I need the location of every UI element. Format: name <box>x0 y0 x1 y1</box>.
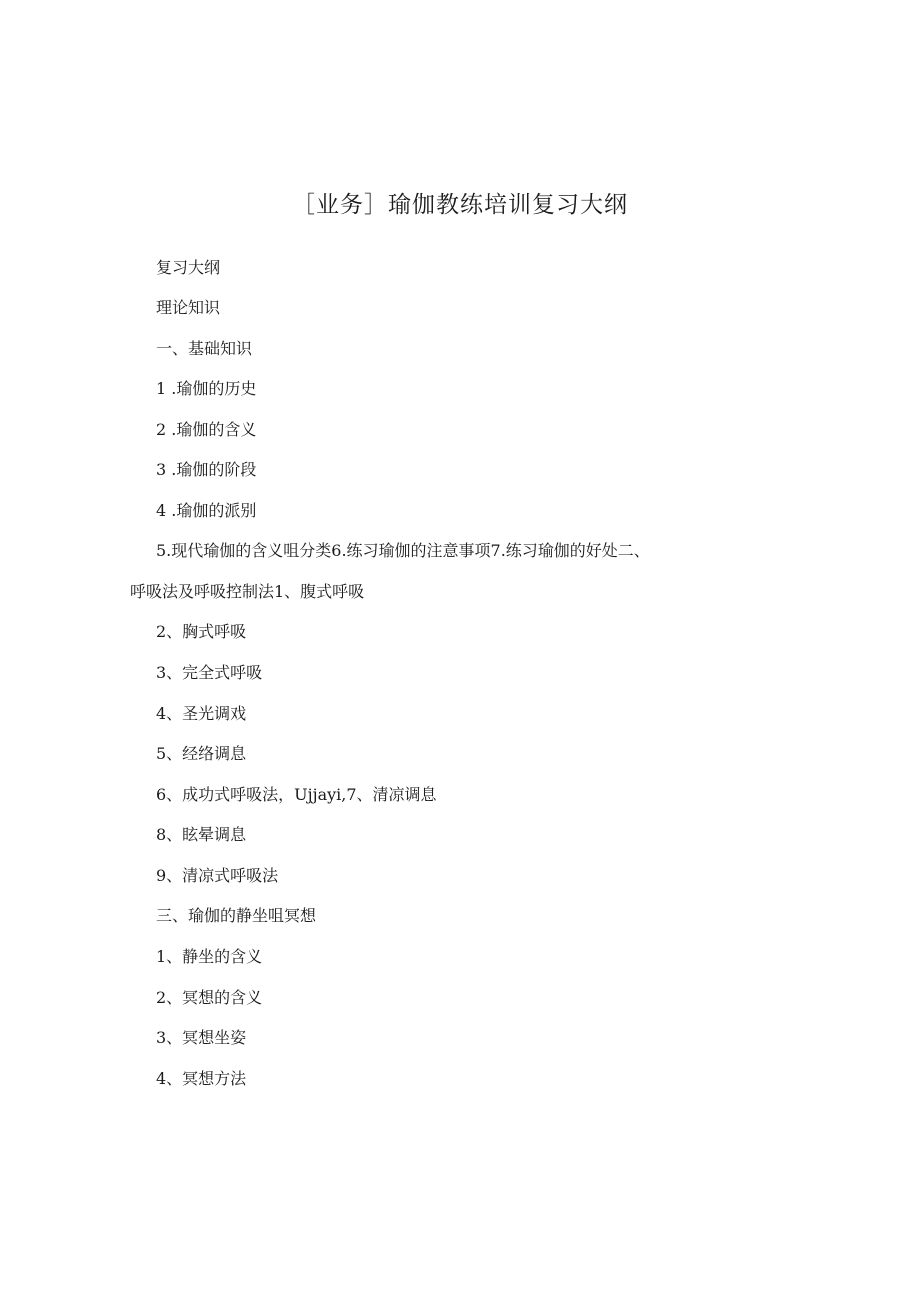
outline-item: 4 .瑜伽的派别 <box>156 501 257 520</box>
outline-item: 1 .瑜伽的历史 <box>156 379 257 398</box>
outline-item: 4、圣光调戏 <box>156 704 247 723</box>
outline-item-merged-continuation: 呼吸法及呼吸控制法1、腹式呼吸 <box>130 582 365 601</box>
outline-item: 1、静坐的含义 <box>156 947 263 966</box>
outline-item: 8、眩晕调息 <box>156 825 247 844</box>
outline-item: 3 .瑜伽的阶段 <box>156 460 257 479</box>
outline-heading: 复习大纲 <box>156 258 221 277</box>
outline-item: 6、成功式呼吸法，Ujjayi,7、清凉调息 <box>156 785 437 804</box>
outline-item: 3、完全式呼吸 <box>156 663 263 682</box>
outline-item: 2 .瑜伽的含义 <box>156 420 257 439</box>
outline-item-merged: 5.现代瑜伽的含义咀分类6.练习瑜伽的注意事项7.练习瑜伽的好处二、 <box>156 541 650 560</box>
section-heading-basics: 一、基础知识 <box>156 339 253 358</box>
outline-item: 2、冥想的含义 <box>156 988 263 1007</box>
section-heading-theory: 理论知识 <box>156 298 221 317</box>
section-heading-meditation: 三、瑜伽的静坐咀冥想 <box>156 906 317 925</box>
outline-item: 5、经络调息 <box>156 744 247 763</box>
document-title: ［业务］瑜伽教练培训复习大纲 <box>292 192 628 218</box>
outline-item: 4、冥想方法 <box>156 1069 247 1088</box>
outline-item: 3、冥想坐姿 <box>156 1028 247 1047</box>
outline-item: 9、清凉式呼吸法 <box>156 866 279 885</box>
outline-item: 2、胸式呼吸 <box>156 622 247 641</box>
